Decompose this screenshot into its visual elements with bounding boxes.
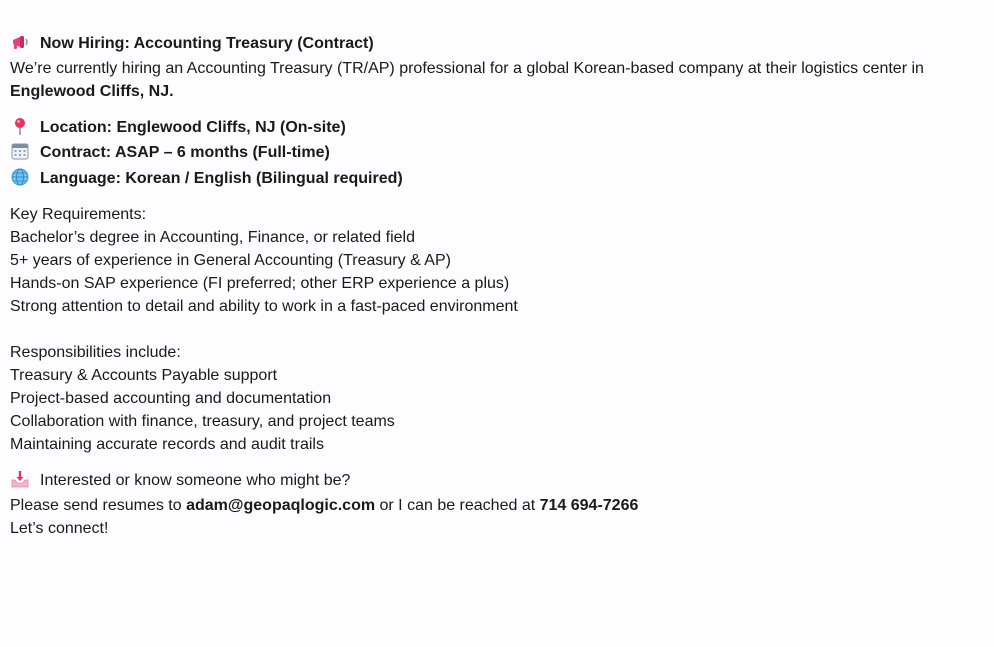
megaphone-icon [10,32,30,52]
pin-icon [10,116,30,136]
requirement-item: Strong attention to detail and ability to work in a fast-paced environment [10,298,518,315]
requirements-heading: Key Requirements: [10,206,147,223]
responsibility-item: Project-based accounting and documentation [10,390,332,407]
contact-line [10,494,990,517]
contact-email[interactable]: adam@geopaqlogic.com [186,496,376,514]
headline-text: Now Hiring: Accounting Treasury (Contract) [40,35,374,52]
detail-contract-text: Contract: ASAP – 6 months (Full-time) [40,144,330,161]
detail-location [10,115,990,141]
job-post [10,31,990,540]
calendar-icon [10,141,30,161]
detail-language [10,166,990,192]
contact-prompt [10,468,990,494]
closing-text: Let’s connect! [10,519,109,537]
detail-location-text: Location: Englewood Cliffs, NJ (On-site) [40,118,346,136]
contact-prompt-text: Interested or know someone who might be? [40,472,351,489]
contact-phone[interactable]: 714 694-7266 [539,496,639,514]
intro-line-1: We’re currently hiring an Accounting Treasury (TR/AP) professional for a global Korean-based company at their logistics center in [10,59,924,77]
responsibility-item: Maintaining accurate records and audit trails [10,436,324,453]
requirement-item: 5+ years of experience in General Accounting (Treasury & AP) [10,252,451,269]
requirement-item: Bachelor’s degree in Accounting, Finance, or related field [10,229,415,246]
globe-icon [10,167,30,187]
detail-language-text: Language: Korean / English (Bilingual required) [40,169,403,187]
responsibility-item: Treasury & Accounts Payable support [10,367,278,384]
contact-send-prefix: Please send resumes to [10,496,187,514]
responsibility-item: Collaboration with finance, treasury, and project teams [10,413,395,430]
detail-contract [10,140,990,166]
requirement-item: Hands-on SAP experience (FI preferred; other ERP experience a plus) [10,275,510,292]
responsibilities-heading: Responsibilities include: [10,344,181,361]
intro-line-2: Englewood Cliffs, NJ. [10,82,174,100]
inbox-tray-icon [10,469,30,489]
contact-reach-text: or I can be reached at [375,496,540,514]
headline [10,31,990,57]
